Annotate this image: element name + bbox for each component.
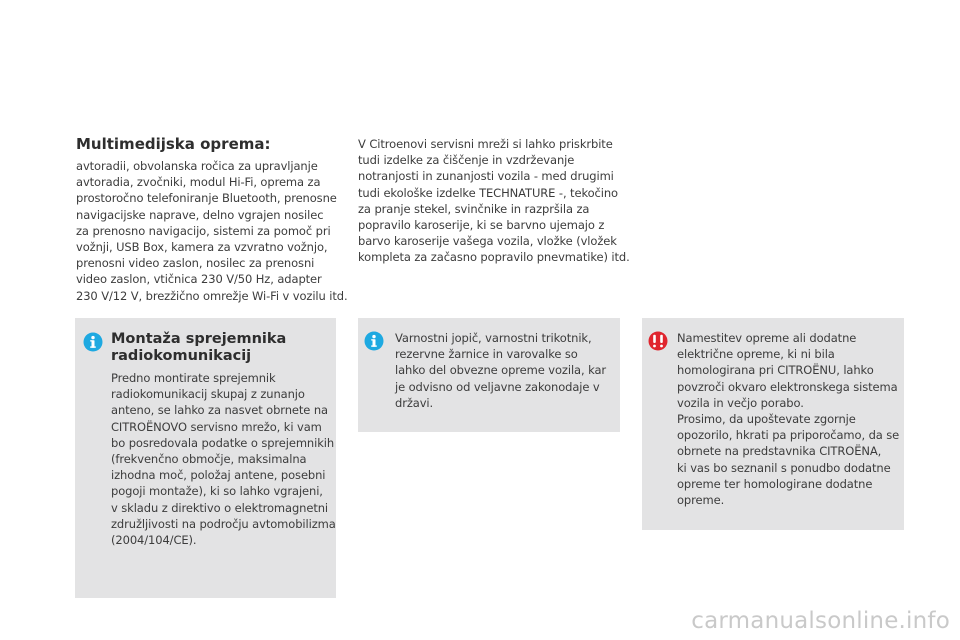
- multimedia-line: za prenosno navigacijo, sistemi za pomoč pri: [76, 223, 331, 238]
- radio-line: (frekvenčno območje, maksimalna: [111, 452, 307, 467]
- radio-line: Predno montirate sprejemnik: [111, 371, 276, 385]
- network-line: notranjosti in zunanjosti vozila - med drugimi: [358, 169, 614, 184]
- multimedia-line: avtoradia, zvočniki, modul Hi-Fi, oprema za: [76, 175, 321, 190]
- safety-line: lahko del obvezne opreme vozila, kar: [395, 363, 607, 378]
- radio-title-line: radiokomunikacij: [111, 348, 252, 364]
- multimedia-paragraph: [76, 158, 346, 304]
- multimedia-line: prostoročno telefoniranje Bluetooth, prenosne: [76, 191, 337, 206]
- safety-equipment-box: [358, 318, 620, 432]
- safety-line: je odvisno od veljavne zakonodaje v: [395, 379, 600, 394]
- network-line: tudi ekološke izdelke TECHNATURE -, tekočino: [358, 185, 618, 200]
- radio-line: bo posredovala podatke o sprejemnikih: [111, 435, 335, 450]
- safety-box-text: [395, 330, 615, 411]
- multimedia-line: 230 V/12 V, brezžično omrežje Wi-Fi v vozilu itd.: [76, 288, 348, 303]
- radio-box-text: [111, 370, 336, 548]
- warning-line: povzroči okvaro elektronskega sistema: [677, 379, 898, 394]
- safety-line: rezervne žarnice in varovalke so: [395, 347, 578, 362]
- warning-line: vozila in večjo porabo.: [677, 395, 804, 410]
- radio-box-title: [111, 331, 331, 365]
- network-line: popravilo karoserije, ki se barvno ujemajo z: [358, 218, 605, 233]
- network-line: barvo karoserije vašega vozila, vložke (vložek: [358, 234, 617, 249]
- radio-line: radiokomunikacij skupaj z zunanjo: [111, 387, 305, 402]
- radio-line: v skladu z direktivo o elektromagnetni: [111, 500, 329, 515]
- warning-line: opozorilo, hkrati pa priporočamo, da se: [677, 428, 900, 443]
- radio-installation-box: [75, 318, 336, 598]
- section-heading-multimedia: Multimedijska oprema:: [76, 135, 271, 153]
- warning-line: opreme.: [677, 493, 725, 508]
- network-line: tudi izdelke za čiščenje in vzdrževanje: [358, 153, 575, 168]
- warning-line: Namestitev opreme ali dodatne: [677, 331, 857, 345]
- safety-line: Varnostni jopič, varnostni trikotnik,: [395, 331, 592, 345]
- multimedia-line: avtoradii, obvolanska ročica za upravljanje: [76, 159, 318, 173]
- network-line: V Citroenovi servisni mreži si lahko priskrbite: [358, 137, 613, 151]
- warning-line: ki vas bo seznanil s ponudbo dodatne: [677, 460, 891, 475]
- network-line: kompleta za začasno popravilo pnevmatike) itd.: [358, 250, 630, 265]
- radio-line: (2004/104/CE).: [111, 533, 197, 548]
- warning-box: [642, 318, 904, 530]
- radio-line: izhodna moč, položaj antene, posebni: [111, 468, 326, 483]
- warning-line: opreme ter homologirane dodatne: [677, 476, 873, 491]
- radio-line: anteno, se lahko za nasvet obrnete na: [111, 403, 328, 418]
- network-line: za pranje stekel, svinčnike in razpršila za: [358, 201, 590, 216]
- safety-line: državi.: [395, 395, 434, 410]
- info-icon: [364, 331, 384, 351]
- radio-line: pogoji montaže), ki so lahko vgrajeni,: [111, 484, 323, 499]
- multimedia-line: vožnji, USB Box, kamera za vzvratno vožnjo,: [76, 240, 328, 255]
- watermark: carmanualsonline.info: [691, 608, 950, 634]
- warning-icon: [648, 331, 668, 351]
- warning-box-text: [677, 330, 901, 508]
- citroen-network-paragraph: [358, 136, 628, 266]
- radio-line: združljivosti na področju avtomobilizma: [111, 516, 336, 531]
- multimedia-line: video zaslon, vtičnica 230 V/50 Hz, adapter: [76, 272, 322, 287]
- radio-line: CITROËNOVO servisno mrežo, ki vam: [111, 419, 322, 434]
- info-icon: [83, 332, 103, 352]
- radio-title-line: Montaža sprejemnika: [111, 331, 287, 347]
- multimedia-line: navigacijske naprave, delno vgrajen nosilec: [76, 207, 324, 222]
- warning-line: Prosimo, da upoštevate zgornje: [677, 412, 856, 427]
- warning-line: homologirana pri CITROËNU, lahko: [677, 363, 874, 378]
- multimedia-line: prenosni video zaslon, nosilec za prenosni: [76, 256, 315, 271]
- warning-line: obrnete na predstavnika CITROËNA,: [677, 444, 882, 459]
- warning-line: električne opreme, ki ni bila: [677, 347, 835, 362]
